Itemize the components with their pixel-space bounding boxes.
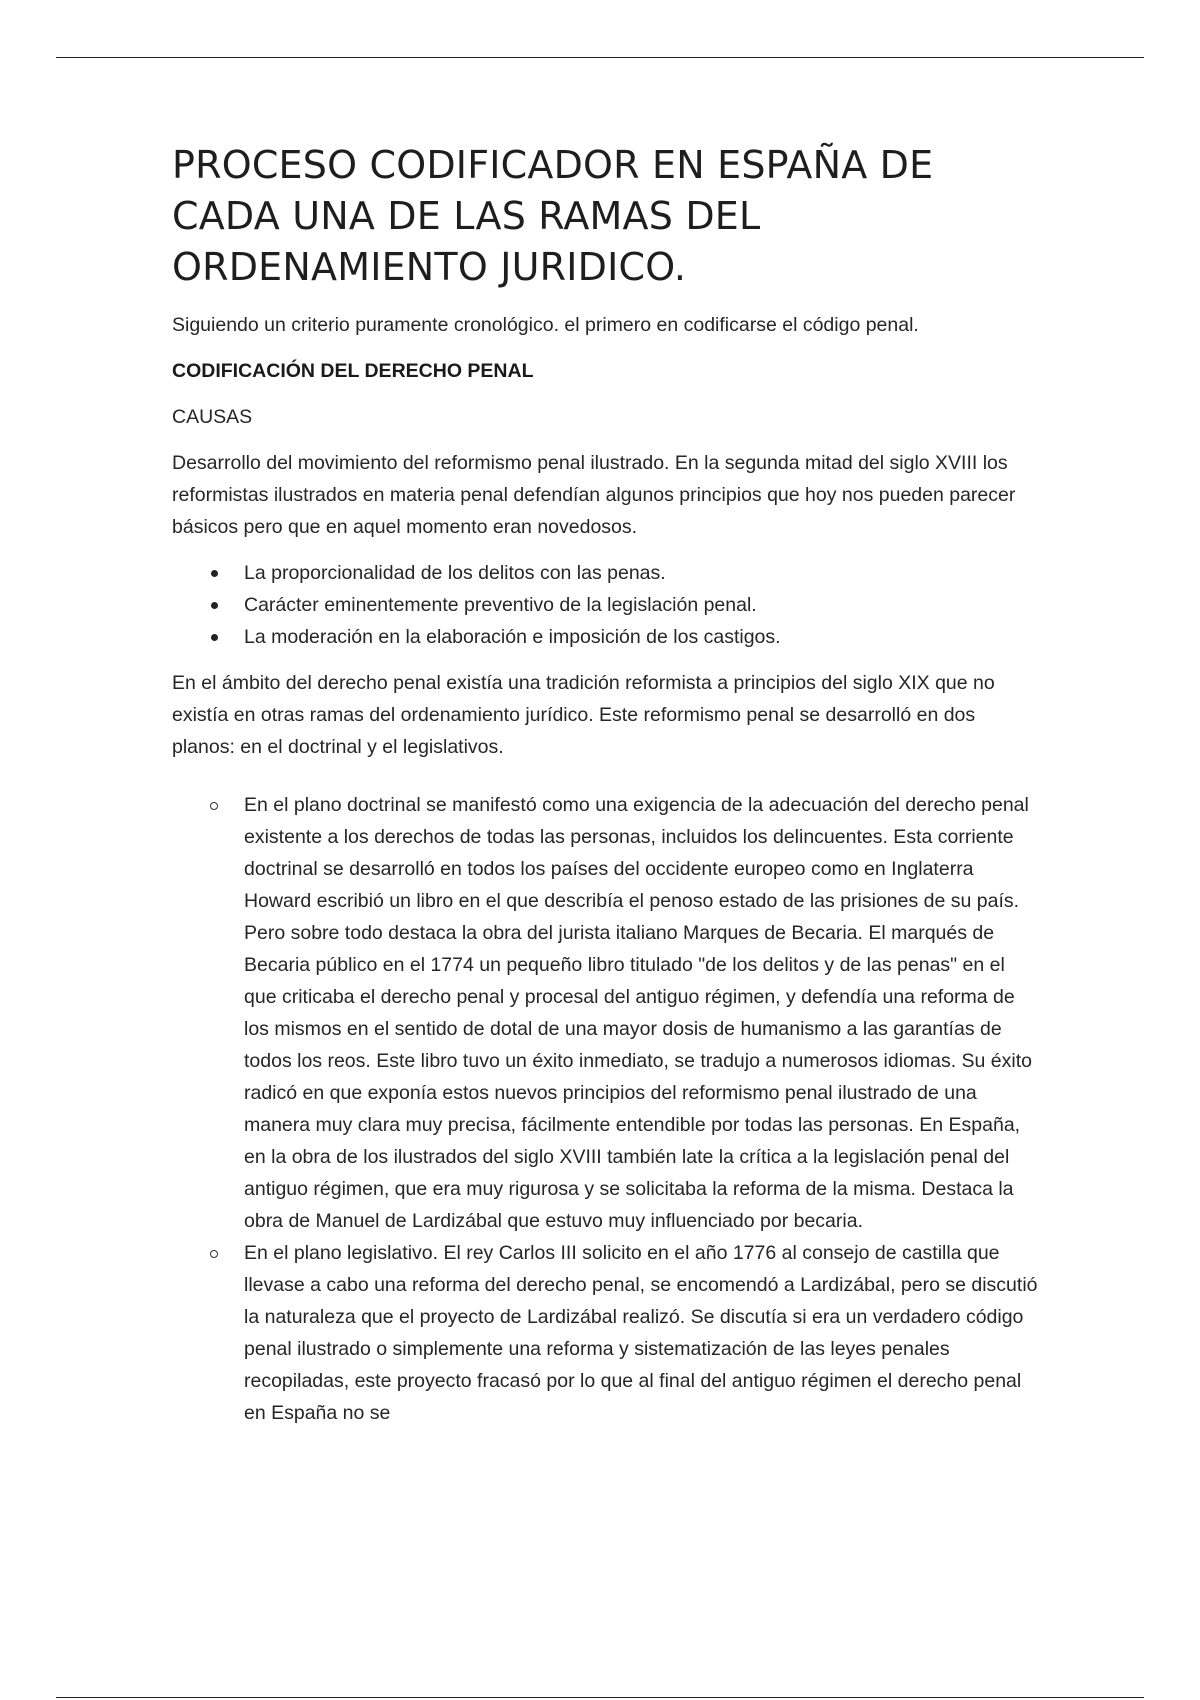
- principles-list: [172, 557, 1038, 653]
- bullet-icon: [211, 634, 218, 641]
- planes-list: [172, 789, 1038, 1429]
- hollow-circle-bullet-icon: [210, 1250, 218, 1258]
- subheading-causas: CAUSAS: [172, 406, 253, 428]
- list-item-text: Carácter eminentemente preventivo de la legislación penal.: [244, 594, 757, 616]
- document-title: PROCESO CODIFICADOR EN ESPAÑA DE CADA UNA DE LAS RAMAS DEL ORDENAMIENTO JURIDICO.: [172, 143, 934, 289]
- page-bottom-rule: [56, 1697, 1144, 1698]
- list-item-text: En el plano legislativo. El rey Carlos III solicito en el año 1776 al consejo de castilla que llevase a cabo una reforma del derecho penal, se encomendó a Lardizábal, pero se discutió la naturaleza que el proyecto de Lardizábal realizó. Se discutía si era un verdadero código penal ilustrado o simplemente una reforma y sistematización de las leyes penales recopiladas, este proyecto fracasó por lo que al final del antiguo régimen el derecho penal en España no se: [244, 1242, 1038, 1424]
- document-body: [172, 140, 1038, 1429]
- list-item-text: En el plano doctrinal se manifestó como una exigencia de la adecuación del derecho penal existente a los derechos de todas las personas, incluidos los delincuentes. Esta corriente doctrinal se desarrolló en todos los países del occidente europeo como en Inglaterra Howard escribió un libro en el que describía el penoso estado de las prisiones de su país. Pero sobre todo destaca la obra del jurista italiano Marques de Becaria. El marqués de Becaria público en el 1774 un pequeño libro titulado "de los delitos y de las penas" en el que criticaba el derecho penal y procesal del antiguo régimen, y defendía una reforma de los mismos en el sentido de dotal de una mayor dosis de humanismo a las garantías de todos los reos. Este libro tuvo un éxito inmediato, se tradujo a numerosos idiomas. Su éxito radicó en que exponía estos nuevos principios del reformismo penal ilustrado de una manera muy clara muy precisa, fácilmente entendible por todas las personas. En España, en la obra de los ilustrados del siglo XVIII también late la crítica a la legislación penal del antiguo régimen, que era muy rigurosa y se solicitaba la reforma de la misma. Destaca la obra de Manuel de Lardizábal que estuvo muy influenciado por becaria.: [244, 794, 1032, 1232]
- list-item: [172, 557, 1038, 589]
- list-item-text: La proporcionalidad de los delitos con las penas.: [244, 562, 666, 584]
- bullet-icon: [211, 570, 218, 577]
- section-heading: CODIFICACIÓN DEL DERECHO PENAL: [172, 360, 534, 382]
- list-item: [172, 589, 1038, 621]
- hollow-circle-bullet-icon: [210, 802, 218, 810]
- intro-paragraph: Siguiendo un criterio puramente cronológico. el primero en codificarse el código penal.: [172, 314, 919, 336]
- bullet-icon: [211, 602, 218, 609]
- list-item: [172, 621, 1038, 653]
- list-item-doctrinal: [172, 789, 1038, 1237]
- spacer: [172, 777, 1038, 789]
- list-item-legislative: [172, 1237, 1038, 1429]
- paragraph-reformism: Desarrollo del movimiento del reformismo penal ilustrado. En la segunda mitad del siglo XVIII los reformistas ilustrados en materia penal defendían algunos principios que hoy nos pueden parecer básicos pero que en aquel momento eran novedosos.: [172, 452, 1016, 538]
- list-item-text: La moderación en la elaboración e imposición de los castigos.: [244, 626, 781, 648]
- page-top-rule: [56, 57, 1144, 58]
- paragraph-tradition: En el ámbito del derecho penal existía una tradición reformista a principios del siglo XIX que no existía en otras ramas del ordenamiento jurídico. Este reformismo penal se desarrolló en dos planos: en el doctrinal y el legislativos.: [172, 672, 995, 758]
